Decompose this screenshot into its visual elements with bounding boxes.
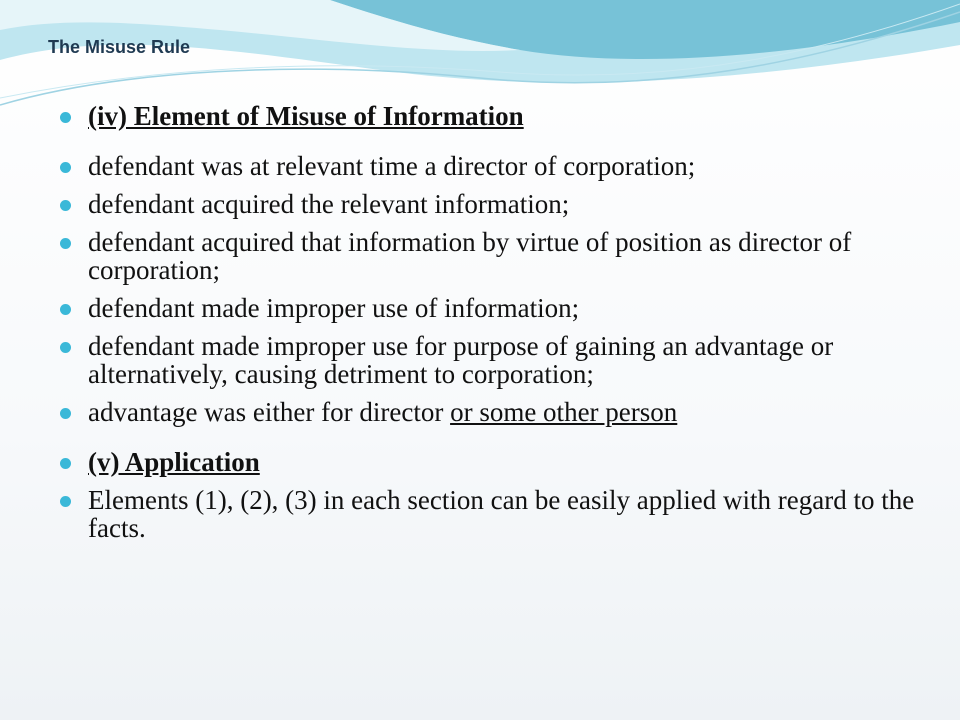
- list-item-text: defendant was at relevant time a director of corporation;: [88, 151, 696, 181]
- list-item: [60, 486, 920, 542]
- bullet-icon: [60, 200, 71, 211]
- list-item: [60, 332, 920, 388]
- list-item: [60, 228, 920, 284]
- bullet-icon: [60, 112, 71, 123]
- bullet-icon: [60, 342, 71, 353]
- bullet-icon: [60, 238, 71, 249]
- bullet-icon: [60, 458, 71, 469]
- bullet-icon: [60, 162, 71, 173]
- list-item: [60, 398, 920, 426]
- underlined-phrase: or some other person: [450, 397, 678, 427]
- list-item-text: defendant acquired that information by virtue of position as director of corporation;: [88, 227, 852, 285]
- section-heading-iv: (iv) Element of Misuse of Information: [88, 101, 524, 131]
- list-item: [60, 294, 920, 322]
- bullet-icon: [60, 408, 71, 419]
- list-item-text: defendant made improper use for purpose of gaining an advantage or alternatively, causing detriment to corporation;: [88, 331, 834, 389]
- list-item-text: advantage was either for director: [88, 397, 451, 427]
- bullet-list: [60, 102, 920, 552]
- section-heading-v: (v) Application: [88, 447, 260, 477]
- slide-title: The Misuse Rule: [48, 37, 191, 57]
- list-item-text: Elements (1), (2), (3) in each section can be easily applied with regard to the facts.: [88, 485, 915, 543]
- list-item-text: defendant acquired the relevant information;: [88, 189, 570, 219]
- list-item: [60, 152, 920, 180]
- list-item: [60, 102, 920, 130]
- list-item: [60, 190, 920, 218]
- list-item-text: defendant made improper use of information;: [88, 293, 580, 323]
- bullet-icon: [60, 304, 71, 315]
- list-item: [60, 448, 920, 476]
- bullet-icon: [60, 496, 71, 507]
